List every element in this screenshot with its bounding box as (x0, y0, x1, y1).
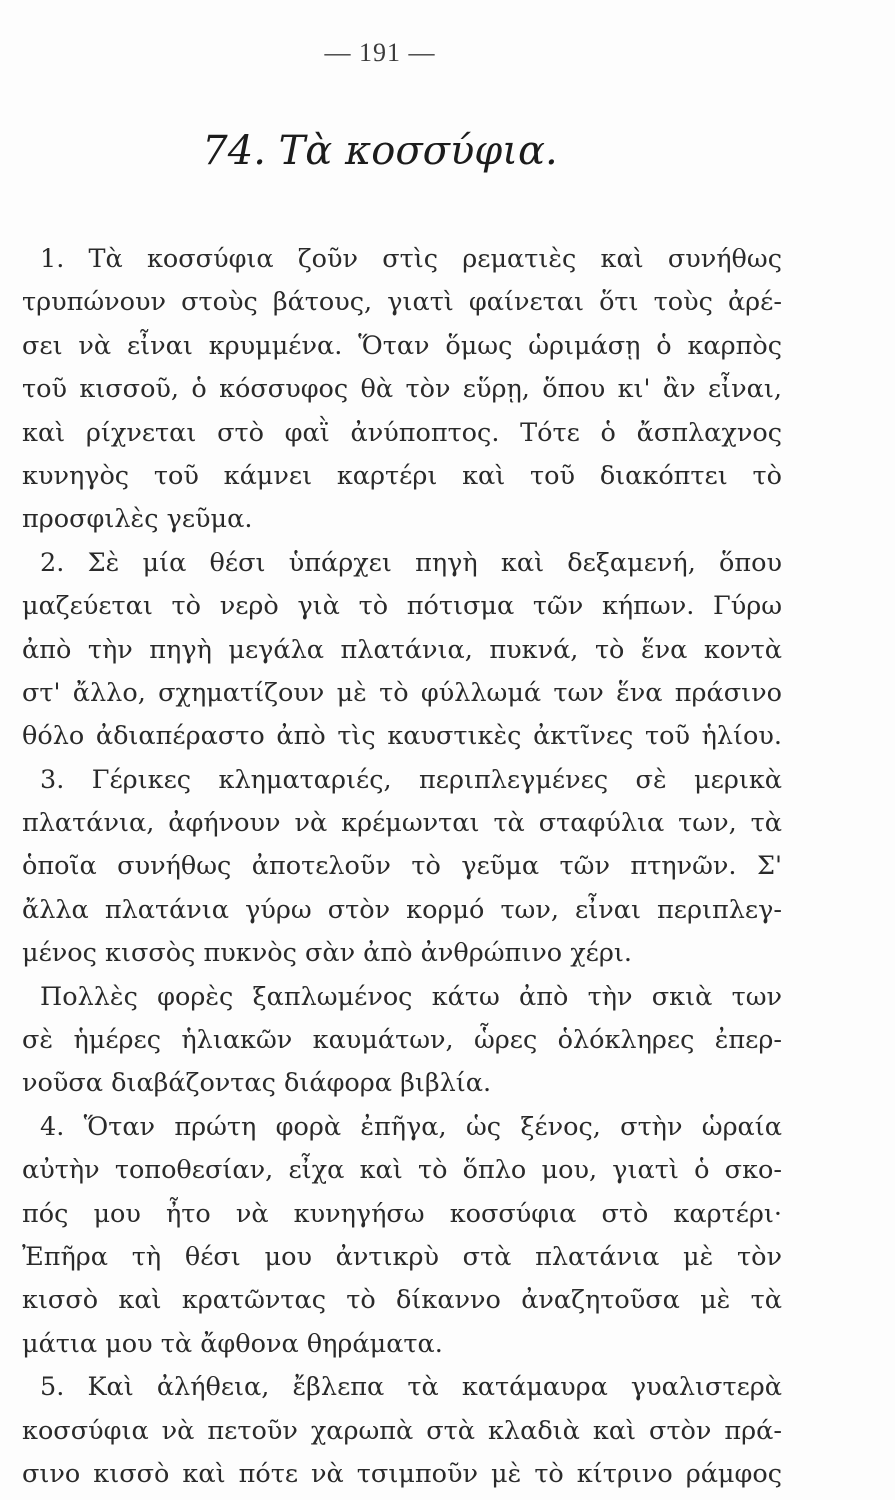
text-line: 1. Τὰ κοσσύφια ζοῦν στὶς ρεματιὲς καὶ συνήθως (40, 244, 782, 274)
text-line: Πολλὲς φορὲς ξαπλωμένος κάτω ἀπὸ τὴν σκιὰ των (40, 981, 782, 1012)
text-line: 2. Σὲ μία θέσι ὑπάρχει πηγὴ καὶ δεξαμενή, ὅπου (40, 547, 782, 578)
text-line: πλατάνια, ἀφήνουν νὰ κρέμωνται τὰ σταφύλια των, τὰ (22, 808, 782, 839)
text-line: θόλο ἀδιαπέραστο ἀπὸ τὶς καυστικὲς ἀκτῖνες τοῦ ἡλίου. (22, 721, 782, 752)
chapter-title: 74. Τὰ κοσσύφια. (202, 128, 558, 174)
text-line: τοῦ κισσοῦ, ὁ κόσσυφος θὰ τὸν εὕρῃ, ὅπου κι' ἂν εἶναι, (22, 374, 782, 405)
text-line: ἄλλα πλατάνια γύρω στὸν κορμό των, εἶναι περιπλεγ- (22, 894, 782, 925)
body-text (22, 238, 782, 1496)
text-line: αὐτὴν τοποθεσίαν, εἶχα καὶ τὸ ὅπλο μου, γιατὶ ὁ σκο- (22, 1155, 782, 1186)
text-line: σὲ ἡμέρες ἡλιακῶν καυμάτων, ὧρες ὁλόκληρες ἐπερ- (22, 1025, 782, 1056)
text-line: ὁποῖα συνήθως ἀποτελοῦν τὸ γεῦμα τῶν πτηνῶν. Σ' (22, 851, 782, 882)
text-line: κισσὸ καὶ κρατῶντας τὸ δίκαννο ἀναζητοῦσα μὲ τὰ (22, 1285, 782, 1316)
text-line: πός μου ἦτο νὰ κυνηγήσω κοσσύφια στὸ καρτέρι· (22, 1198, 782, 1229)
text-line: μάτια μου τὰ ἄφθονα θηράματα. (22, 1328, 443, 1359)
text-line: στ' ἄλλο, σχηματίζουν μὲ τὸ φύλλωμά των ἕνα πράσινο (22, 677, 782, 708)
text-line: καὶ ρίχνεται στὸ φαῒ ἀνύποπτος. Τότε ὁ ἄσπλαχνος (22, 417, 782, 448)
text-line: μένος κισσὸς πυκνὸς σὰν ἀπὸ ἀνθρώπινο χέρι. (22, 938, 632, 969)
text-line: 3. Γέρικες κληματαριές, περιπλεγμένες σὲ μερικὰ (40, 764, 782, 795)
page-number: — 191 — (324, 38, 436, 67)
text-line: ἀπὸ τὴν πηγὴ μεγάλα πλατάνια, πυκνά, τὸ ἕνα κοντὰ (22, 634, 782, 665)
text-line: τρυπώνουν στοὺς βάτους, γιατὶ φαίνεται ὅτι τοὺς ἀρέ- (22, 287, 782, 318)
text-line: μαζεύεται τὸ νερὸ γιὰ τὸ πότισμα τῶν κήπων. Γύρω (22, 591, 782, 622)
text-line: 4. Ὅταν πρώτη φορὰ ἐπῆγα, ὡς ξένος, στὴν ὡραία (40, 1111, 782, 1142)
text-line: σει νὰ εἶναι κρυμμένα. Ὅταν ὅμως ὡριμάσῃ ὁ καρπὸς (22, 330, 782, 361)
text-line: 5. Καὶ ἀλήθεια, ἔβλεπα τὰ κατάμαυρα γυαλιστερὰ (40, 1372, 782, 1403)
text-line: σινο κισσὸ καὶ πότε νὰ τσιμποῦν μὲ τὸ κίτρινο ράμφος (22, 1458, 782, 1489)
text-line: νοῦσα διαβάζοντας διάφορα βιβλία. (22, 1068, 492, 1099)
text-line: κοσσύφια νὰ πετοῦν χαρωπὰ στὰ κλαδιὰ καὶ στὸν πρά- (22, 1415, 782, 1446)
text-line: προσφιλὲς γεῦμα. (22, 504, 253, 535)
text-line: κυνηγὸς τοῦ κάμνει καρτέρι καὶ τοῦ διακόπτει τὸ (22, 460, 782, 491)
text-line: Ἐπῆρα τὴ θέσι μου ἀντικρὺ στὰ πλατάνια μὲ τὸν (22, 1241, 782, 1272)
